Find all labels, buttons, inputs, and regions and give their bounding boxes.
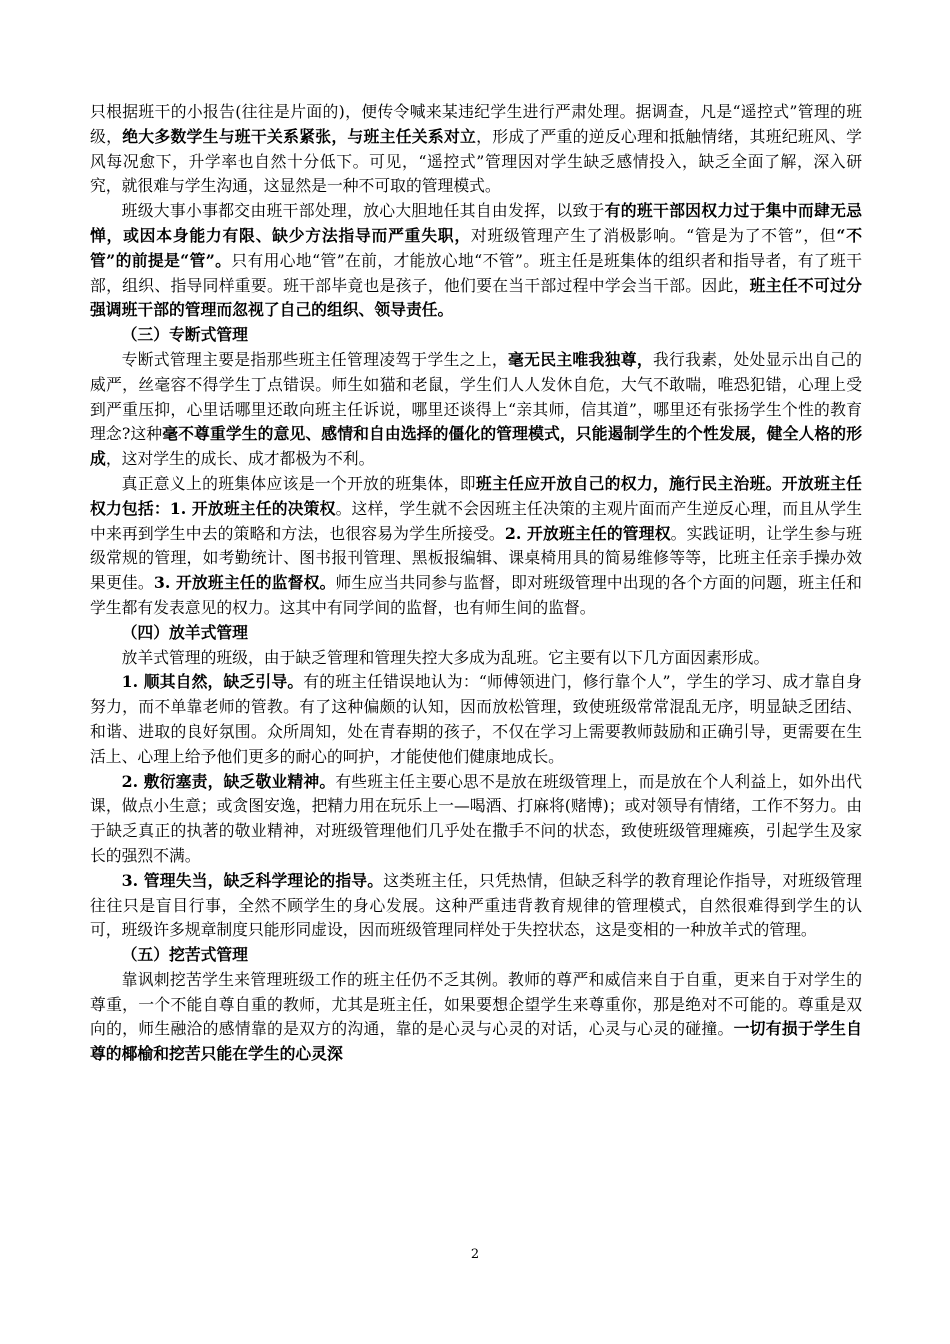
bold-text: 班主任应开放自己的权力，施行民主治班。开放班主任权力包括：1. 开放班主任的决策权 <box>90 473 862 518</box>
bold-text: 3. 开放班主任的监督权。 <box>153 573 336 593</box>
page-number: 2 <box>470 1247 480 1262</box>
section-heading <box>90 323 862 348</box>
text-run: 这类班主任，只凭热情，但缺乏科学的教育理论作指导，对班级管理往往只是盲目行事，全然不顾学生的身心发展。这种严重违背教育规律的管理模式，自然很难得到学生的认可，班级许多规章制度只能形同虚设，因而班级管理同样处于失控状态，这是变相的一种放羊式的管理。 <box>90 870 862 940</box>
bold-text: 毫不尊重学生的意见、感情和自由选择的僵化的管理模式，只能遏制学生的个性发展，健全人格的形成 <box>90 424 862 469</box>
bold-text: 一切有损于学生自尊的椰榆和挖苦只能在学生的心灵深 <box>90 1019 862 1064</box>
paragraph <box>90 670 862 769</box>
text-run: 靠讽刺挖苦学生来管理班级工作的班主任仍不乏其例。教师的尊严和威信来自于自重，更来自于对学生的尊重，一个不能自尊自重的教师，尤其是班主任，如果要想企望学生来尊重你，那是绝对不可能的。尊重是双向的，师生融洽的感情靠的是双方的沟通，靠的是心灵与心灵的对话，心灵与心灵的碰撞。 <box>90 969 862 1039</box>
text-run: 对班级管理产生了消极影响。“管是为了不管”，但 <box>470 225 837 245</box>
paragraph <box>90 770 862 869</box>
bold-text: 2. 开放班主任的管理权 <box>504 523 671 543</box>
bold-text: 绝大多数学生与班干关系紧张，与班主任关系对立 <box>122 126 477 146</box>
bold-text: 3. 管理失当，缺乏科学理论的指导。 <box>121 870 384 890</box>
text-run: ，形成了严重的逆反心理和抵触情绪，其班纪班风、学风每况愈下，升学率也自然十分低下。可见，“遥控式”管理因对学生缺乏感情投入，缺乏全面了解，深入研究，就很难与学生沟通，这显然是一种不可取的管理模式。 <box>90 126 862 196</box>
text-run: ，这对学生的成长、成才都极为不利。 <box>105 449 375 469</box>
text-run: 师生应当共同参与监督，即对班级管理中出现的各个方面的问题，班主任和学生都有发表意见的权力。这其中有同学间的监督，也有师生间的监督。 <box>90 573 862 617</box>
section-heading <box>90 943 862 968</box>
text-run: 我行我素，处处显示出自己的威严，丝毫容不得学生丁点错误。师生如猫和老鼠，学生们人人发休自危，大气不敢喘，唯恐犯错，心理上受到严重压抑，心里话哪里还敢向班主任诉说，哪里还谈得上“亲其师，信其道”，哪里还有张扬学生个性的教育理念?这种 <box>90 349 862 444</box>
text-run: （三）专断式管理 <box>121 325 248 345</box>
text-run: 有些班主任主要心思不是放在班级管理上，而是放在个人利益上，如外出代课，做点小生意；或贪图安逸，把精力用在玩乐上一—喝酒、打麻将(赌博)；或对领导有情绪，工作不努力。由于缺乏真正的执著的敬业精神，对班级管理他们几乎处在撒手不问的状态，致使班级管理瘫痪，引起学生及家长的强烈不满。 <box>90 771 862 865</box>
text-run: （四）放羊式管理 <box>121 622 248 642</box>
text-run: （五）挖苦式管理 <box>121 945 248 965</box>
paragraph <box>90 646 862 671</box>
paragraph <box>90 968 862 1067</box>
paragraph <box>90 100 862 199</box>
section-heading <box>90 621 862 646</box>
bold-text: 毫无民主唯我独尊， <box>508 349 653 369</box>
bold-text: 1. 顺其自然，缺乏引导。 <box>121 672 304 692</box>
text-run: 放羊式管理的班级，由于缺乏管理和管理失控大多成为乱班。它主要有以下几方面因素形成。 <box>121 647 770 667</box>
bold-text: 2. 敷衍塞责，缺乏敬业精神。 <box>121 771 336 791</box>
document-body <box>90 100 862 1067</box>
paragraph <box>90 348 862 472</box>
bold-text: “不管”的前提是“管”。 <box>90 225 862 270</box>
paragraph <box>90 472 862 621</box>
paragraph <box>90 869 862 943</box>
text-run: 真正意义上的班集体应该是一个开放的班集体，即 <box>121 473 476 493</box>
text-run: 只根据班干的小报告(往往是片面的)，便传令喊来某违纪学生进行严肃处理。据调查，凡是“遥控式”管理的班级， <box>90 102 862 146</box>
text-run: 。这样，学生就不会因班主任决策的主观片面而产生逆反心理，而且从学生中来再到学生中去的策略和方法，也很容易为学生所接受。 <box>90 498 862 543</box>
text-run: 专断式管理主要是指那些班主任管理凌驾于学生之上， <box>121 349 509 369</box>
paragraph <box>90 199 862 323</box>
text-run: 。实践证明，让学生参与班级常规的管理，如考勤统计、图书报刊管理、黑板报编辑、课桌椅用具的简易维修等等，比班主任亲手操办效果更佳。 <box>90 523 862 593</box>
bold-text: 班主任不可过分强调班干部的管理而忽视了自己的组织、领导责任。 <box>90 275 862 320</box>
bold-text: 有的班干部因权力过于集中而肆无忌惮，或因本身能力有限、缺少方法指导而严重失职， <box>90 201 862 245</box>
text-run: 只有用心地“管”在前，才能放心地“不管”。班主任是班集体的组织者和指导者，有了班干部，组织、指导同样重要。班干部毕竟也是孩子，他们要在当干部过程中学会当干部。因此， <box>90 250 862 295</box>
text-run: 班级大事小事都交由班干部处理，放心大胆地任其自由发挥，以致于 <box>121 201 605 221</box>
text-run: 有的班主任错误地认为：“师傅领进门，修行靠个人”，学生的学习、成才靠自身努力，而不单靠老师的管教。有了这种偏颇的认知，因而放松管理，致使班级常常混乱无序，明显缺乏团结、和谐、进取的良好氛围。众所周知，处在青春期的孩子，不仅在学习上需要教师鼓励和正确引导，更需要在生活上、心理上给予他们更多的耐心的呵护，才能使他们健康地成长。 <box>90 672 862 766</box>
